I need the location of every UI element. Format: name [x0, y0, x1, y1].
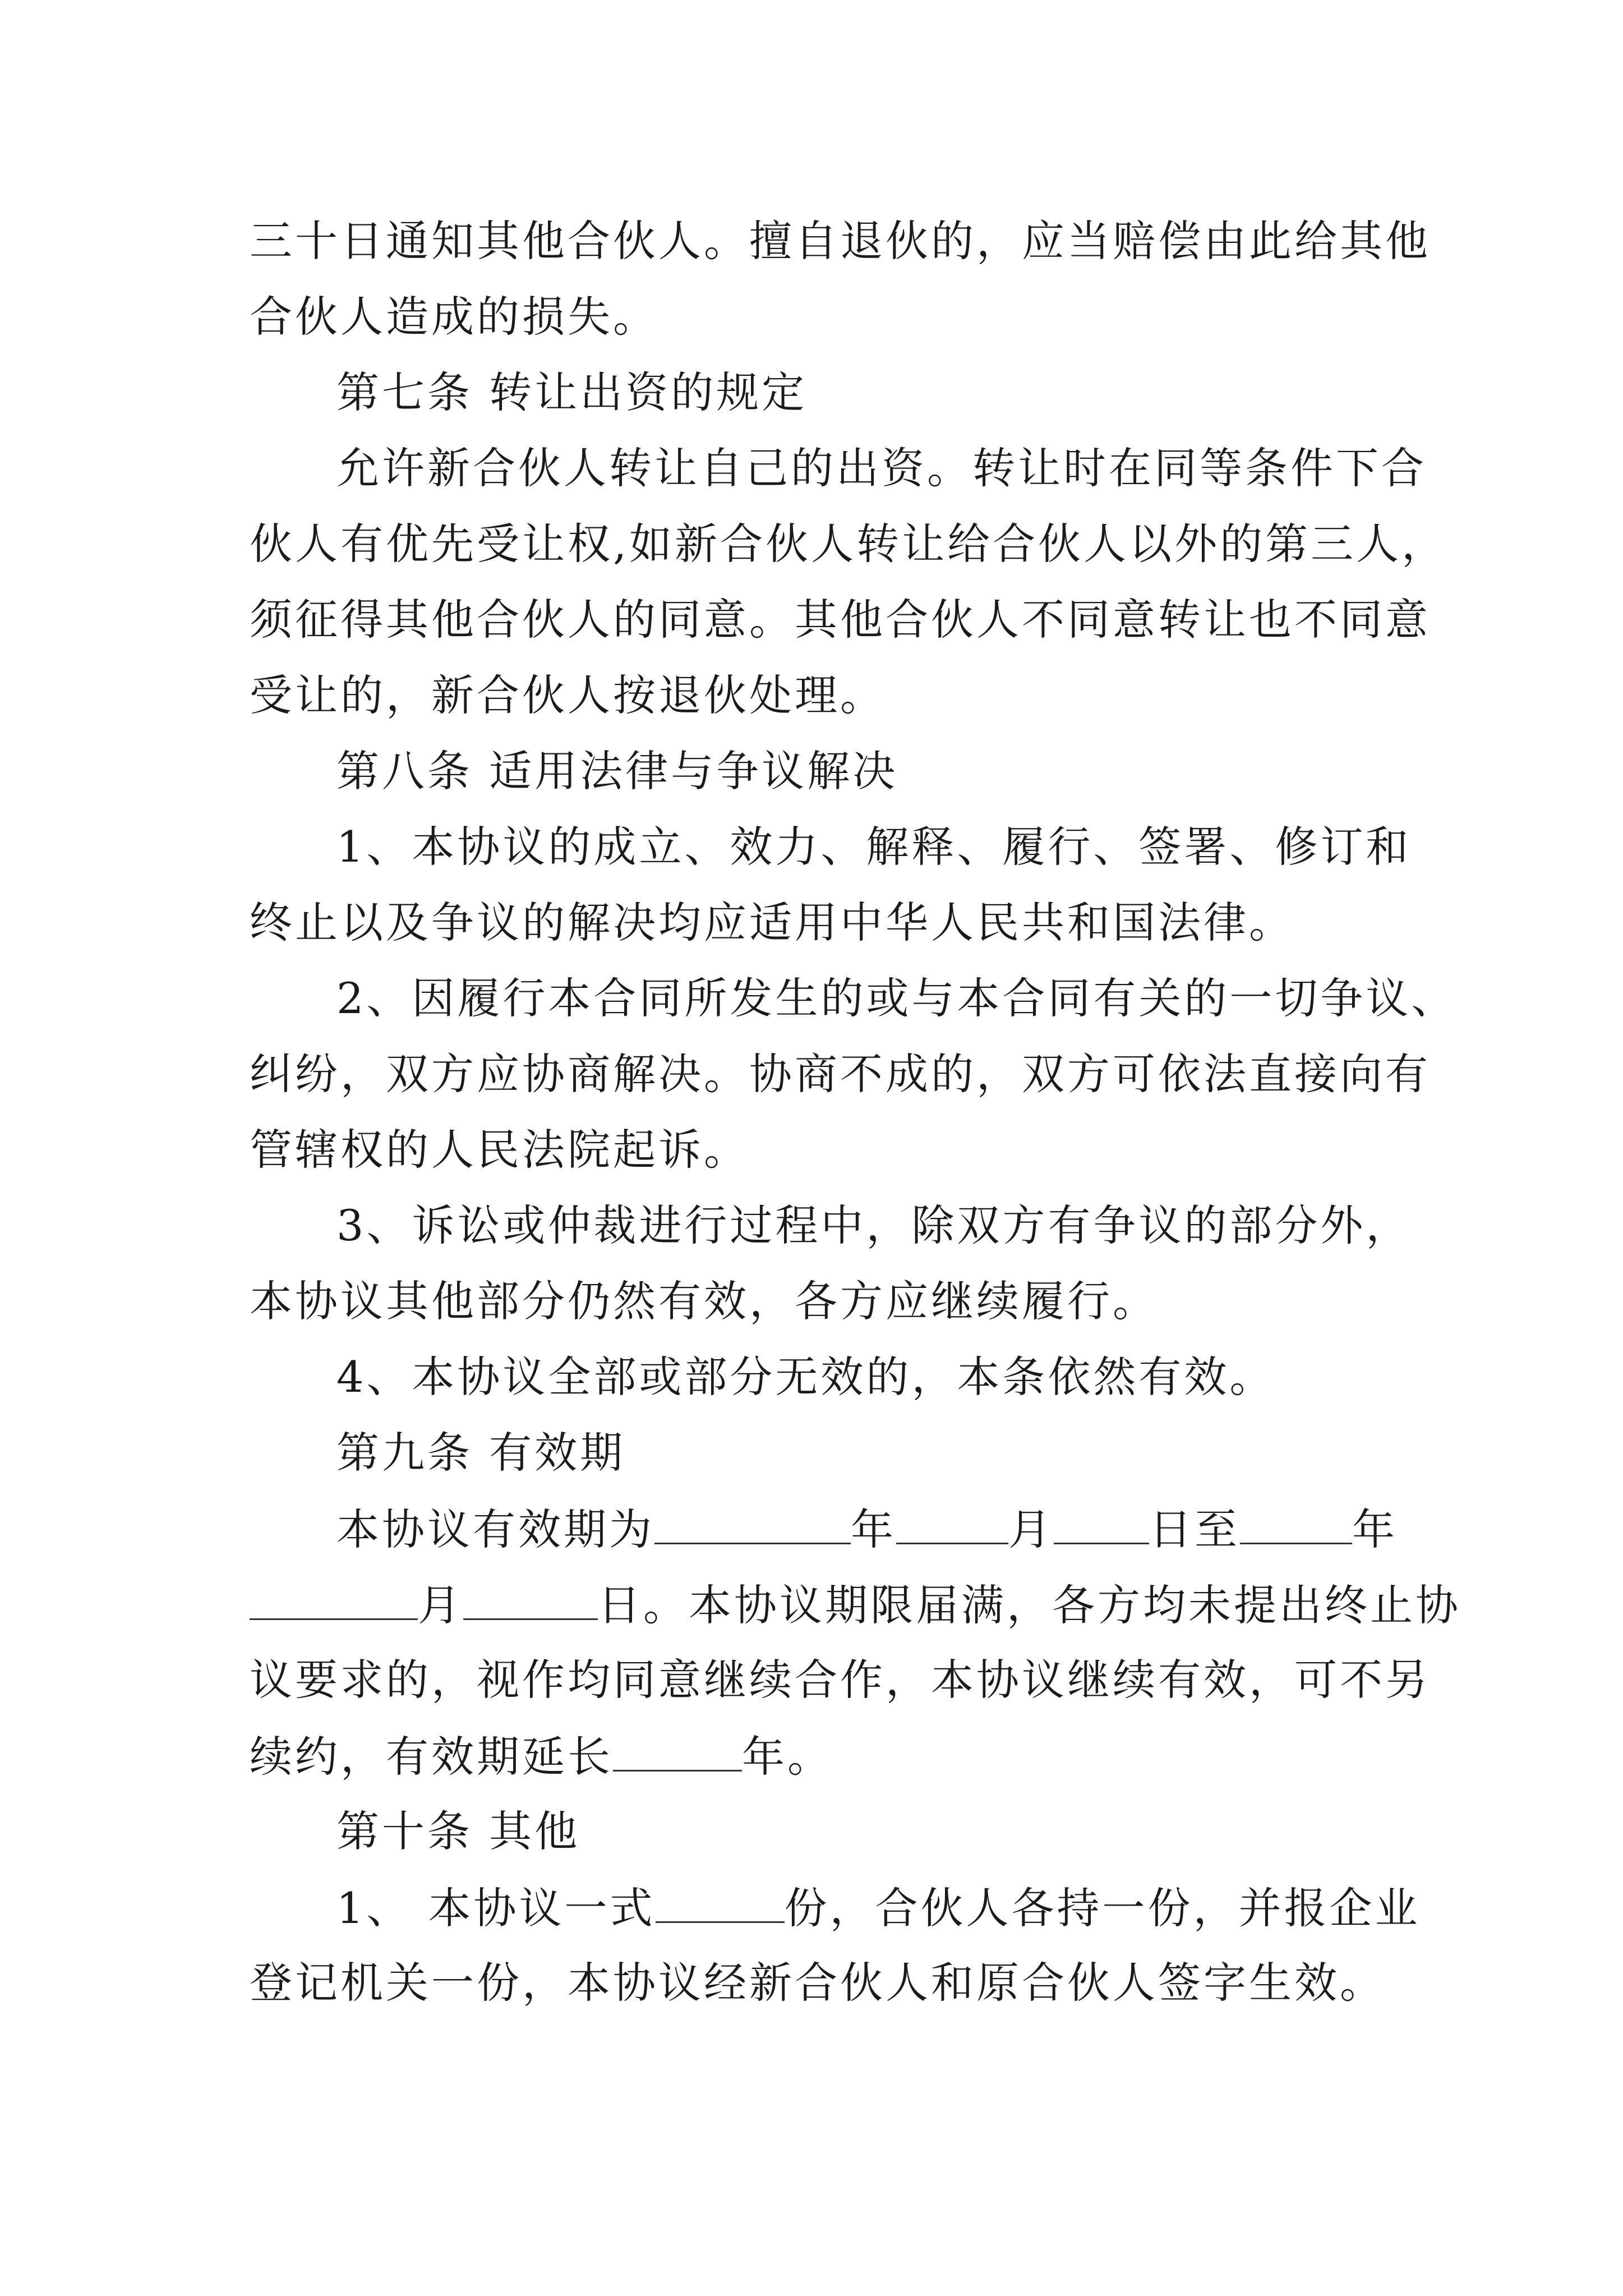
term-text: 日至 [1149, 1504, 1240, 1554]
text-line: 登记机关一份，本协议经新合伙人和原合伙人签字生效。 [250, 1958, 1385, 2008]
text-line: 4、本协议全部或部分无效的，本条依然有效。 [336, 1352, 1275, 1402]
text-line: 受让的，新合伙人按退伙处理。 [250, 670, 886, 720]
blank-field[interactable] [1054, 1503, 1149, 1544]
text-line: 议要求的，视作均同意继续合作，本协议继续有效，可不另 [250, 1655, 1431, 1705]
text-line: 管辖权的人民法院起诉。 [250, 1125, 749, 1175]
text-line: 合伙人造成的损失。 [250, 292, 658, 342]
text-line: 1、本协议的成立、效力、解释、履行、签署、修订和 [336, 822, 1412, 872]
term-text: 1、 本协议一式 [336, 1883, 656, 1933]
text-line: 允许新合伙人转让自己的出资。转让时在同等条件下合 [336, 443, 1427, 493]
term-text: 日。本协议期限届满，各方均未提出终止协 [598, 1580, 1461, 1630]
text-line: 三十日通知其他合伙人。擅自退伙的，应当赔偿由此给其他 [250, 216, 1431, 266]
text-line: 2、因履行本合同所发生的或与本合同有关的一切争议、 [336, 973, 1457, 1023]
article-8-heading: 第八条 适用法律与争议解决 [336, 746, 898, 796]
term-text: 本协议有效期为 [336, 1504, 654, 1554]
term-text: 年。 [742, 1732, 833, 1782]
term-text: 年 [851, 1504, 896, 1554]
blank-field[interactable] [463, 1579, 598, 1620]
term-line [250, 1731, 833, 1782]
text-line: 3、诉讼或仲裁进行过程中，除双方有争议的部分外， [336, 1200, 1412, 1250]
article-7-heading: 第七条 转让出资的规定 [336, 367, 808, 417]
blank-field[interactable] [656, 1882, 785, 1923]
term-text: 年 [1352, 1504, 1398, 1554]
text-line: 伙人有优先受让权,如新合伙人转让给合伙人以外的第三人， [250, 519, 1447, 569]
blank-field[interactable] [1240, 1503, 1352, 1544]
blank-field[interactable] [896, 1503, 1008, 1544]
term-line [336, 1882, 1421, 1934]
article-10-heading: 第十条 其他 [336, 1806, 580, 1856]
text-line: 纠纷，双方应协商解决。协商不成的，双方可依法直接向有 [250, 1049, 1431, 1099]
text-line: 终止以及争议的解决均应适用中华人民共和国法律。 [250, 898, 1294, 947]
article-9-heading: 第九条 有效期 [336, 1428, 626, 1478]
term-text: 月 [418, 1580, 463, 1630]
term-text: 份，合伙人各持一份，并报企业 [784, 1883, 1421, 1933]
blank-field[interactable] [250, 1579, 418, 1620]
term-line [336, 1503, 1398, 1555]
text-line: 本协议其他部分仍然有效，各方应继续履行。 [250, 1276, 1158, 1326]
text-line: 须征得其他合伙人的同意。其他合伙人不同意转让也不同意 [250, 595, 1431, 645]
term-line [250, 1579, 1461, 1631]
blank-field[interactable] [654, 1503, 851, 1544]
term-text: 续约，有效期延长 [250, 1732, 613, 1782]
term-text: 月 [1008, 1504, 1054, 1554]
blank-field[interactable] [613, 1731, 742, 1772]
